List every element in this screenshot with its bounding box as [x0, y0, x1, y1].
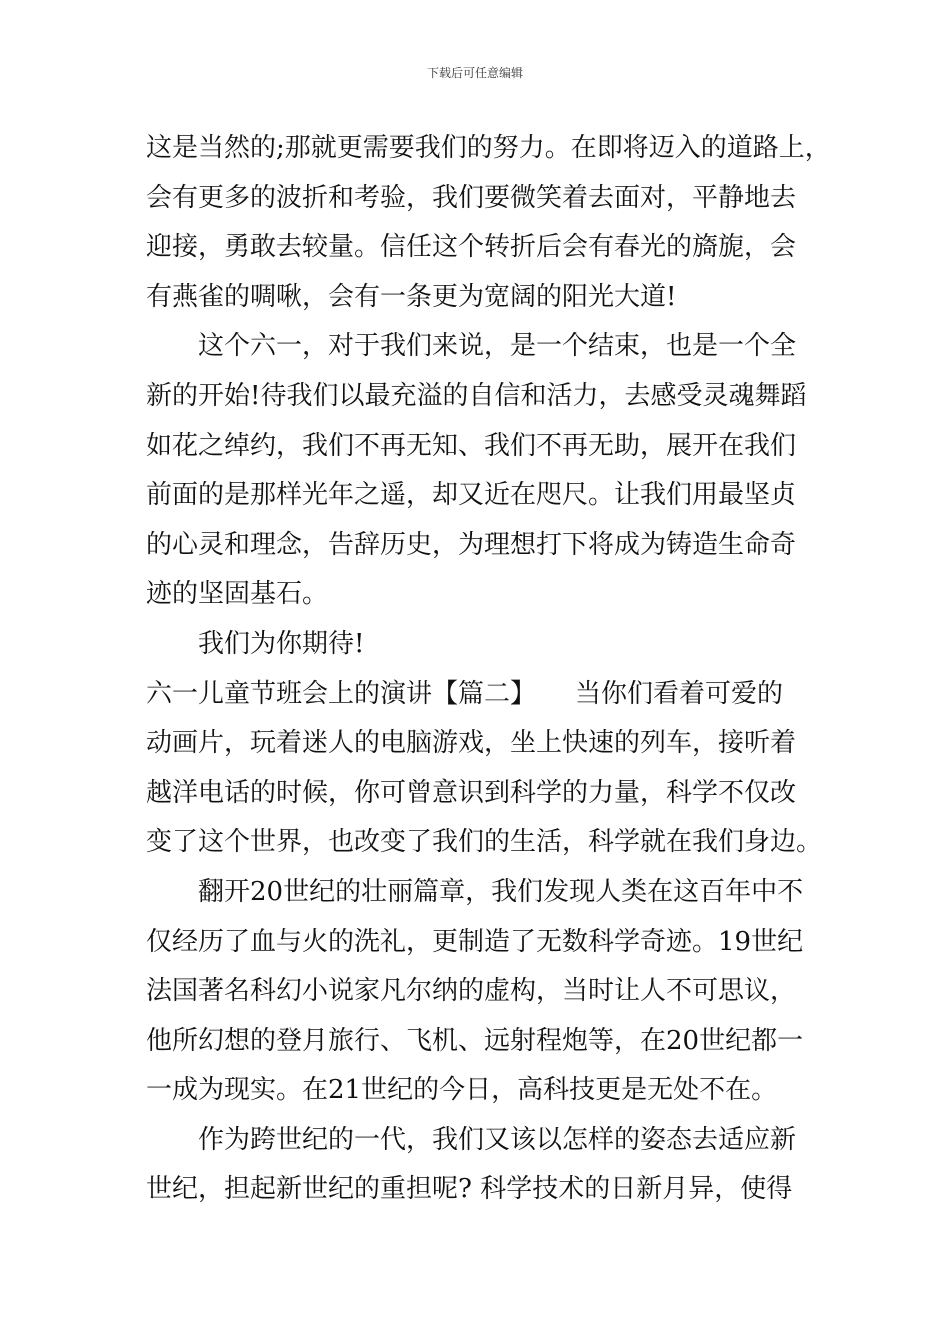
text-line: 法国著名科幻小说家凡尔纳的虚构，当时让人不可思议，: [146, 976, 797, 1007]
text-line: 变了这个世界，也改变了我们的生活，科学就在我们身边。: [146, 827, 823, 858]
text-line: 如花之绰约，我们不再无知、我们不再无助，展开在我们: [146, 430, 797, 461]
text-line: 新的开始!待我们以最充溢的自信和活力，去感受灵魂舞蹈: [146, 380, 807, 411]
text-line: 仅经历了血与火的洗礼，更制造了无数科学奇迹。19世纪: [146, 926, 804, 957]
text-line: 这个六一，对于我们来说，是一个结束，也是一个全: [198, 331, 797, 362]
text-line: 的心灵和理念，告辞历史，为理想打下将成为铸造生命奇: [146, 529, 797, 560]
document-body: [146, 124, 831, 1215]
text-line: 有燕雀的啁啾，会有一条更为宽阔的阳光大道!: [146, 281, 677, 312]
text-line: 一成为现实。在21世纪的今日，高科技更是无处不在。: [146, 1075, 778, 1106]
text-line: 迹的坚固基石。: [146, 579, 329, 610]
text-line: 迎接，勇敢去较量。信任这个转折后会有春光的旖旎，会: [146, 232, 797, 263]
text-line: 这是当然的;那就更需要我们的努力。在即将迈入的道路上，: [146, 133, 831, 163]
text-line: 他所幻想的登月旅行、飞机、远射程炮等，在20世纪都一: [146, 1025, 804, 1056]
text-line: 会有更多的波折和考验，我们要微笑着去面对，平静地去: [146, 182, 797, 213]
text-line: 我们为你期待!: [198, 628, 365, 659]
text-line: 翻开20世纪的壮丽篇章，我们发现人类在这百年中不: [198, 876, 804, 907]
text-line: 动画片，玩着迷人的电脑游戏，坐上快速的列车，接听着: [146, 728, 797, 759]
text-line: 前面的是那样光年之遥，却又近在咫尺。让我们用最坚贞: [146, 480, 797, 511]
section-heading-line: 六一儿童节班会上的演讲【篇二】 当你们看着可爱的: [146, 678, 784, 709]
text-line: 越洋电话的时候，你可曾意识到科学的力量，科学不仅改: [146, 777, 797, 808]
page-header: 下载后可任意编辑: [426, 66, 523, 80]
text-line: 世纪，担起新世纪的重担呢? 科学技术的日新月异，使得: [146, 1174, 793, 1205]
text-line: 作为跨世纪的一代，我们又该以怎样的姿态去适应新: [198, 1124, 797, 1155]
